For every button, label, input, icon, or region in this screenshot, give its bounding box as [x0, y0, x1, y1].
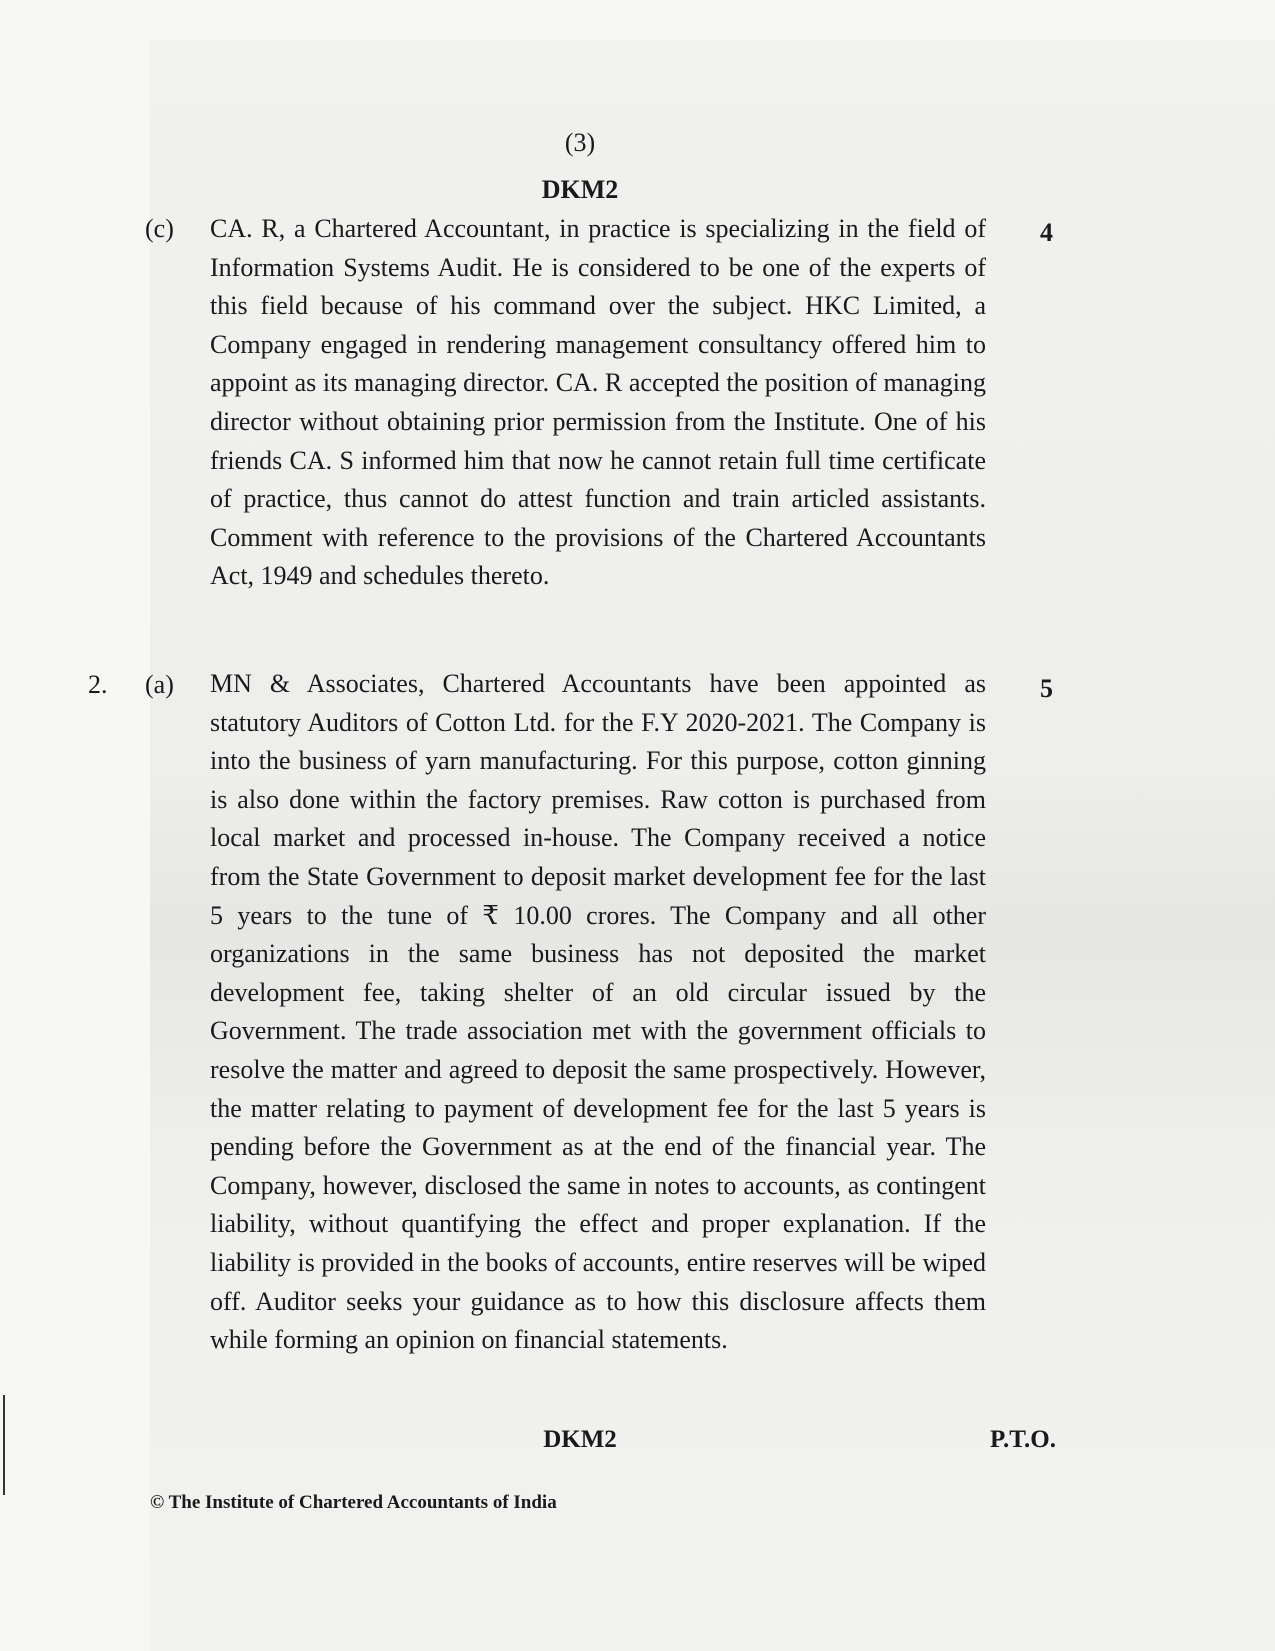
paper-code-header: DKM2: [541, 175, 619, 204]
pto-label: P.T.O.: [990, 1426, 1056, 1453]
question-1c-marks: 4: [1040, 218, 1053, 247]
question-1c-label: (c): [145, 214, 174, 243]
paper-code-footer: DKM2: [543, 1426, 617, 1453]
question-2a-label: (a): [145, 670, 174, 699]
page-number: (3): [564, 128, 596, 157]
copyright-notice: © The Institute of Chartered Accountants of India: [150, 1492, 557, 1513]
question-2a-marks: 5: [1040, 674, 1053, 703]
question-2-number: 2.: [88, 670, 108, 699]
question-2a-text: MN & Associates, Chartered Accountants have been appointed as statutory Auditors of Cotton Ltd. for the F.Y 2020-2021. The Company is into the business of yarn manufacturing. For this purpose, cotton ginning is also done within the factory premises. Raw cotton is purchased from local market and processed in-house. The Company received a notice from the State Government to deposit market development fee for the last 5 years to the tune of ₹ 10.00 crores. The Company and all other organizations in the same business has not deposited the market development fee, taking shelter of an old circular issued by the Government. The trade association met with the government officials to resolve the matter and agreed to deposit the same prospectively. However, the matter relating to payment of development fee for the last 5 years is pending before the Government as at the end of the financial year. The Company, however, disclosed the same in notes to accounts, as contingent liability, without quantifying the effect and proper explanation. If the liability is provided in the books of accounts, entire reserves will be wiped off. Auditor seeks your guidance as to how this disclosure affects them while forming an opinion on financial statements.: [210, 669, 986, 1355]
question-1c-text: CA. R, a Chartered Accountant, in practice is specializing in the field of Information Systems Audit. He is considered to be one of the experts of this field because of his command over the subject. HKC Limited, a Company engaged in rendering management consultancy offered him to appoint as its managing director. CA. R accepted the position of managing director without obtaining prior permission from the Institute. One of his friends CA. S informed him that now he cannot retain full time certificate of practice, thus cannot do attest function and train articled assistants. Comment with reference to the provisions of the Chartered Accountants Act, 1949 and schedules thereto.: [210, 214, 986, 591]
